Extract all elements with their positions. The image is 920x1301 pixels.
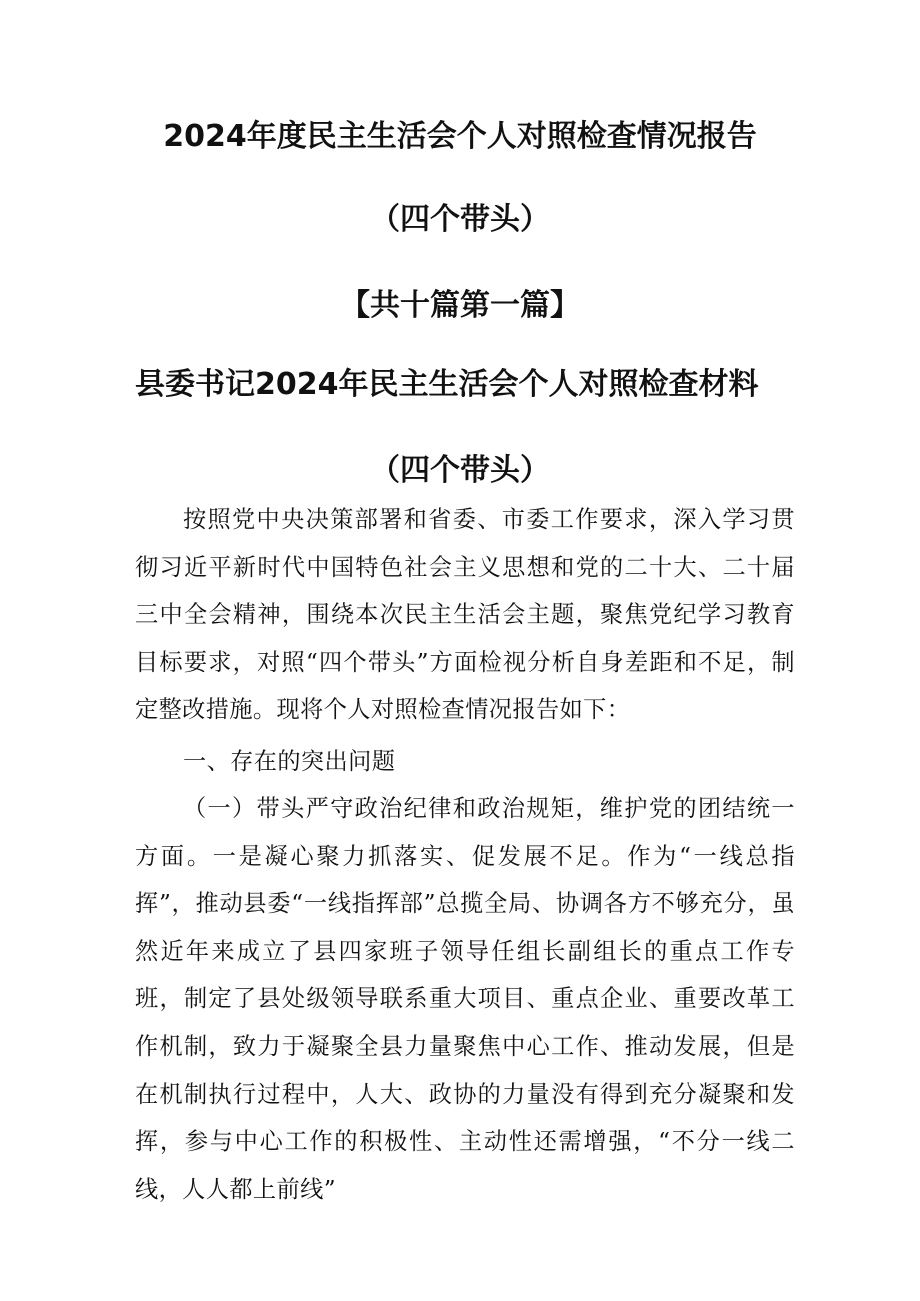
- document-subtitle: 县委书记2024年民主生活会个人对照检查材料: [135, 367, 759, 402]
- section-body-paragraph: （一）带头严守政治纪律和政治规矩，维护党的团结统一方面。一是凝心聚力抓落实、促发展不足。作为“一线总指挥”，推动县委“一线指挥部”总揽全局、协调各方不够充分，虽然近年来成立了县四家班子领导任组长副组长的重点工作专班，制定了县处级领导联系重大项目、重点企业、重要改革工作机制，致力于凝聚全县力量聚焦中心工作、推动发展，但是在机制执行过程中，人大、政协的力量没有得到充分凝聚和发挥，参与中心工作的积极性、主动性还需增强，“不分一线二线，人人都上前线”: [135, 795, 795, 1203]
- series-label: 【共十篇第一篇】: [340, 288, 580, 323]
- section-heading: 一、存在的突出问题: [183, 748, 396, 775]
- intro-paragraph: 按照党中央决策部署和省委、市委工作要求，深入学习贯彻习近平新时代中国特色社会主义思想和党的二十大、二十届三中全会精神，围绕本次民主生活会主题，聚焦党纪学习教育目标要求，对照“四个带头”方面检视分析自身差距和不足，制定整改措施。现将个人对照检查情况报告如下：: [135, 506, 795, 724]
- document-subtitle-subheading: （四个带头）: [370, 453, 550, 488]
- document-title: 2024年度民主生活会个人对照检查情况报告: [163, 119, 757, 154]
- document-title-subheading: （四个带头）: [370, 202, 550, 237]
